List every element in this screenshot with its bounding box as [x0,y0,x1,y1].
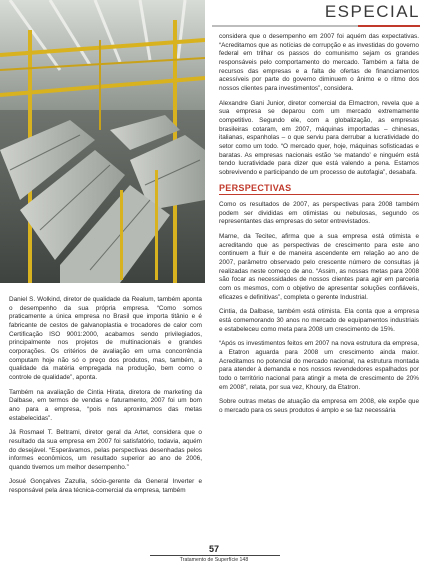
page-footer [0,544,428,554]
section-heading: PERSPECTIVAS [219,182,292,193]
footer-rule [150,555,280,556]
right-paragraph-3: Como os resultados de 2007, as perspectivas para 2008 também podem ser divididas em otimistas ou nebulosas, segundo os representantes das empresas do setor entrevistados. [219,201,419,226]
right-paragraph-5: Cintia, da Dalbase, também está otimista. Ela conta que a empresa está comemorando 30 anos no mercado de equipamentos industriais e estabeleceu como meta para 2008 um crescimento de 15%. [219,308,419,333]
right-paragraph-4: Marne, da Tecitec, afirma que a sua empresa está otimista e acreditando que as perspectivas de crescimento para este ano continuem a fluir e de maneira ascendente em relação ao ano de 2007, parâmetro observado pelo crescente número de consultas já realizadas neste começo de ano. “Assim, as nossas metas para 2008 são focar as necessidades de nossos clientes para agir em parceria com os mesmos, com o objetivo de apresentar soluções confiáveis, eficazes e definitivas”, completa o gerente Industrial. [219,233,419,301]
right-paragraph-2: Alexandre Gani Junior, diretor comercial da Elmactron, revela que a sua empresa se deparou com um mercado extremamente competitivo. Segundo ele, com a globalização, as empresas brasileiras cotaram, em 2007, máquinas importadas – chinesas, italianas, espanholas – o que serviu para derrubar a lucratividade do setor como um todo. “O mercado quer, hoje, máquinas sofisticadas e baratas. As empresas nacionais estão ‘se matando’ e ninguém está tendo lucratividade para dizer que está valendo a pena. Estamos sobrevivendo e participando de um processo de autofagia”, desabafa. [219,99,419,176]
right-column [219,33,419,422]
right-paragraph-6: “Após os investimentos feitos em 2007 na nova estrutura da empresa, a Etatron aguarda para 2008 um crescimento ainda maior. Acreditamos no potencial do mercado nacional, na estrutura montada para atender à demanda e nos nossos revendedores espalhados por todo o território nacional para atingir a meta de crescimento de 20% em 2008”, relata, por sua vez, Khoury, da Etatron. [219,340,419,391]
right-paragraph-1: considera que o desempenho em 2007 foi aquém das expectativas. “Acreditamos que as notícias de corrupção e as investidas do governo federal em trilhar os passos do comunismo sejam os grandes responsáveis pelo comportamento do mercado. Também a falta de recursos das empresas e a falta de ofertas de financiamentos acessíveis por parte do governo diminuem o ânimo e o ritmo dos nossos clientes para investimentos”, considera. [219,33,419,92]
left-paragraph-1: Daniel S. Wolkind, diretor de qualidade da Realum, também aponta o desempenho da sua própria empresa. “Como somos praticamente a única empresa no Brasil que importa titânio e é fabricante de cestos de galvanoplastia e trocadores de calor com Certificação ISO 9001:2000, acabamos sendo privilegiados, principalmente nos projetos de multinacionais e grandes corporações. Os critérios de avaliação em uma concorrência computam hoje não só o preço dos produtos, mas, também, a qualidade da matéria empregada na produção, bem como o controle de qualidade”, aponta. [9,296,202,381]
left-paragraph-2: Também na avaliação de Cintia Hirata, diretora de marketing da Dalbase, em termos de vendas e faturamento, 2007 foi um bom ano para a empresa, “pois nos aproximamos das metas estabelecidas”. [9,388,202,422]
factory-photo-illustration [0,0,205,283]
factory-photo [0,0,205,283]
section-heading-rule [219,194,419,195]
left-paragraph-4: Josué Gonçalves Zazulla, sócio-gerente da General Inverter e responsável pela área técnica-comercial da empresa, também [9,478,202,495]
header-accent-rule [358,25,420,27]
left-column [9,296,202,502]
right-paragraph-7: Sobre outras metas de atuação da empresa em 2008, ele expõe que o mercado para os seus produtos é amplo e se faz necessária [219,398,419,414]
left-paragraph-3: Já Rosmael T. Beltrami, diretor geral da Artet, considera que o resultado da sua empresa em 2007 foi satisfatório, todavia, aquém do desejável. “Esperávamos, pelas perspectivas desenhadas pelos informes econômicos, um resultado superior ao ano de 2006, quando tivemos um melhor desempenho.” [9,429,202,471]
publication-name: Tratamento de Superfície 148 [179,557,249,563]
page-number: 57 [208,544,219,554]
section-label: ESPECIAL [324,2,420,21]
